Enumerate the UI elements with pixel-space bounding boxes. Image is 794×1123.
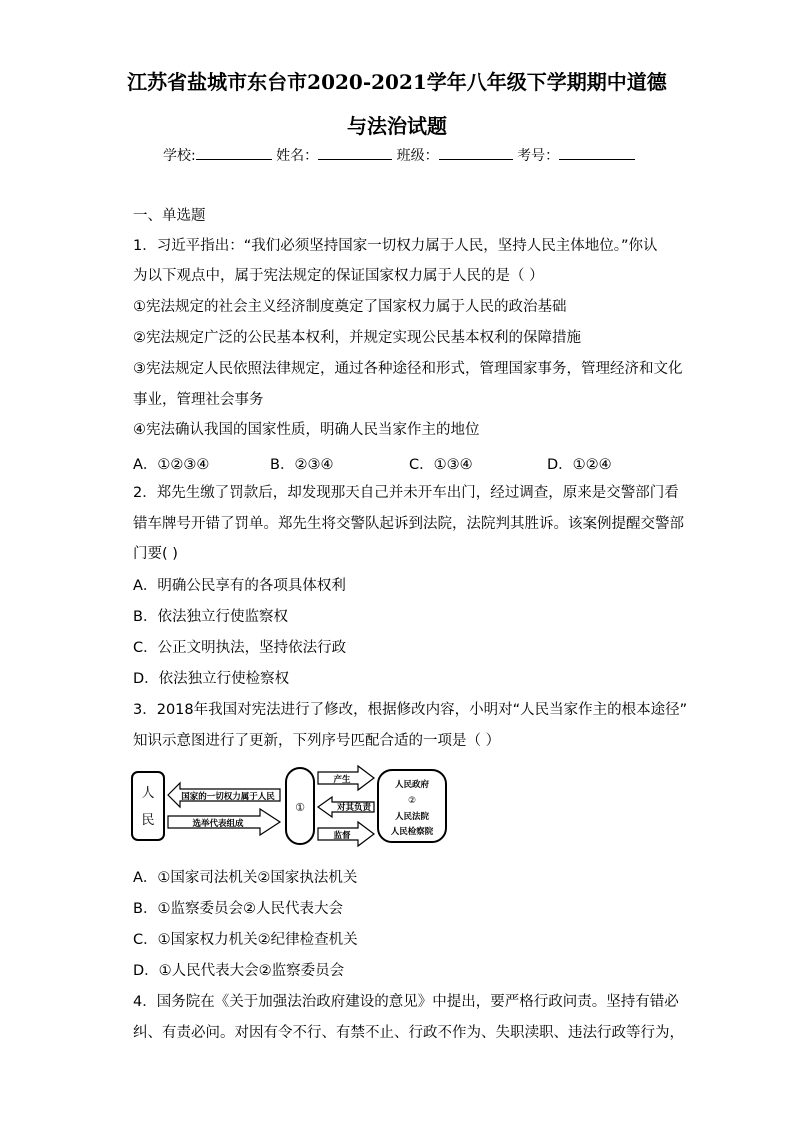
arrow-elect-label: 选举代表组成: [192, 819, 244, 829]
q2-option-c[interactable]: C．公正文明执法，坚持依法行政: [133, 640, 347, 656]
name-blank[interactable]: [318, 145, 392, 160]
name-label: 姓名：: [276, 148, 319, 164]
organ-procuratorate: 人民检察院: [390, 827, 434, 837]
q1-stem-line2: 为以下观点中，属于宪法规定的保证国家权力属于人民的是（ ）: [133, 268, 544, 284]
class-label: 班级：: [396, 148, 439, 164]
q3-option-a[interactable]: A．①国家司法机关②国家执法机关: [133, 870, 358, 886]
q1-statement-2: ②宪法规定广泛的公民基本权利，并规定实现公民基本权利的保障措施: [133, 330, 581, 346]
q1-option-b[interactable]: B．②③④: [270, 457, 334, 473]
school-blank[interactable]: [196, 145, 272, 160]
people-box: [132, 772, 164, 840]
exam-number-label: 考号：: [517, 148, 560, 164]
exam-title-line2: 与法治试题: [347, 114, 447, 138]
arrow-produce-label: 产生: [333, 775, 351, 785]
arrow-responsible-label: 对其负责: [336, 803, 372, 813]
q1-statement-3a: ③宪法规定人民依照法律规定，通过各种途径和形式，管理国家事务，管理经济和文化: [133, 361, 683, 377]
organ-2-label: ②: [407, 796, 417, 806]
organ-government: 人民政府: [394, 780, 430, 790]
organ-court: 人民法院: [394, 812, 430, 822]
q1-option-d[interactable]: D．①②④: [547, 457, 612, 473]
q3-option-c[interactable]: C．①国家权力机关②纪律检查机关: [133, 932, 358, 948]
people-char-1: 人: [141, 786, 155, 801]
exam-title-line1: 江苏省盐城市东台市2020-2021学年八年级下学期期中道德: [127, 70, 667, 94]
q1-statement-1: ①宪法规定的社会主义经济制度奠定了国家权力属于人民的政治基础: [133, 299, 567, 315]
q1-statement-3b: 事业，管理社会事务: [133, 392, 264, 408]
q2-stem-line1: 2．郑先生缴了罚款后，却发现那天自己并未开车出门，经过调查，原来是交警部门看: [133, 485, 679, 501]
q1-option-a[interactable]: A．①②③④: [133, 457, 210, 473]
arrow-power-label: 国家的一切权力属于人民: [181, 792, 275, 802]
section-title: 一、单选题: [133, 208, 206, 224]
q2-option-d[interactable]: D．依法独立行使检察权: [133, 671, 290, 687]
class-blank[interactable]: [439, 145, 513, 160]
q2-option-a[interactable]: A．明确公民享有的各项具体权利: [133, 578, 346, 594]
student-info-row: [163, 145, 635, 165]
q4-stem-line2: 纠、有责必问。对因有令不行、有禁不止、行政不作为、失职渎职、违法行政等行为，: [133, 1025, 684, 1041]
q3-option-b[interactable]: B．①监察委员会②人民代表大会: [133, 901, 343, 917]
q3-option-d[interactable]: D．①人民代表大会②监察委员会: [133, 963, 345, 979]
q2-option-b[interactable]: B．依法独立行使监察权: [133, 609, 288, 625]
q2-stem-line3: 门要( ): [133, 546, 178, 562]
q1-stem-line1: 1．习近平指出：“我们必须坚持国家一切权力属于人民，坚持人民主体地位。”你认: [133, 238, 658, 254]
q1-option-c[interactable]: C．①③④: [409, 457, 473, 473]
q3-stem-line2: 知识示意图进行了更新，下列序号匹配合适的一项是（ ）: [133, 733, 501, 749]
q3-stem-line1: 3．2018年我国对宪法进行了修改，根据修改内容，小明对“人民当家作主的根本途径”: [133, 702, 688, 718]
q1-statement-4: ④宪法确认我国的国家性质，明确人民当家作主的地位: [133, 422, 480, 438]
school-label: 学校:: [163, 148, 196, 164]
people-char-2: 民: [141, 813, 155, 828]
arrow-supervise-label: 监督: [333, 831, 351, 841]
q3-diagram: [130, 762, 450, 850]
exam-number-blank[interactable]: [559, 145, 635, 160]
organ-1-label: ①: [295, 801, 305, 814]
q2-stem-line2: 错车牌号开错了罚单。郑先生将交警队起诉到法院，法院判其胜诉。该案例提醒交警部: [133, 516, 684, 532]
q4-stem-line1: 4．国务院在《关于加强法治政府建设的意见》中提出，要严格行政问责。坚持有错必: [133, 994, 679, 1010]
